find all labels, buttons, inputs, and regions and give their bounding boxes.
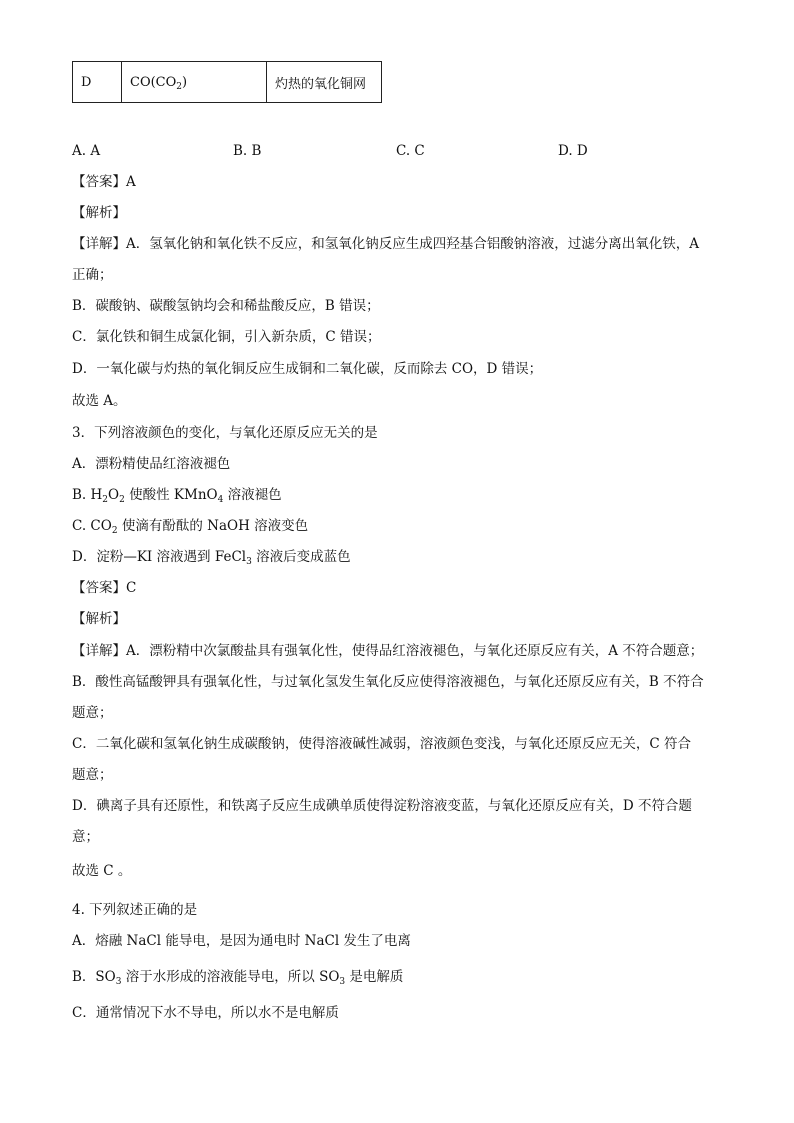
q3-option-b: B. $H_2O_2$ 使酸性 KMnO$_4$ 溶液褪色 <box>72 487 282 505</box>
q3-answer: 【答案】C <box>72 580 137 596</box>
choice-b: B. B <box>233 143 262 159</box>
q2-conclusion: 故选 A。 <box>72 393 127 409</box>
q4-option-c: C．通常情况下水不导电，所以水不是电解质 <box>72 1005 339 1021</box>
q2-detail-b: B．碳酸钠、碳酸氢钠均会和稀盐酸反应，B 错误； <box>72 298 380 314</box>
q2-analysis-label: 【解析】 <box>72 205 126 221</box>
q4-option-a: A．熔融 NaCl 能导电，是因为通电时 NaCl 发生了电离 <box>72 933 411 949</box>
q3-detail-b-cont: 题意； <box>72 705 113 721</box>
q3-detail-b: B．酸性高锰酸钾具有强氧化性，与过氧化氢发生氧化反应使得溶液褪色，与氧化还原反应有关，B 不符合 <box>72 674 704 690</box>
q4-option-b: B．$SO_3$ 溶于水形成的溶液能导电，所以 $SO_3$ 是电解质 <box>72 969 404 987</box>
q3-detail-a: 【详解】A．漂粉精中次氯酸盐具有强氧化性，使得品红溶液褪色，与氧化还原反应有关，A 不符合题意； <box>72 643 704 659</box>
q2-detail: 【详解】A．氢氧化钠和氧化铁不反应，和氢氧化钠反应生成四羟基合铝酸钠溶液，过滤分离出氧化铁，A <box>72 236 699 252</box>
q3-option-a: A．漂粉精使品红溶液褪色 <box>72 456 231 472</box>
q3-detail-d: D．碘离子具有还原性，和铁离子反应生成碘单质使得淀粉溶液变蓝，与氧化还原反应有关，D 不符合题 <box>72 798 692 814</box>
table-row <box>73 62 382 103</box>
q3-detail-c-cont: 题意； <box>72 767 113 783</box>
q2-detail-c: C．氯化铁和铜生成氯化铜，引入新杂质，C 错误； <box>72 329 381 345</box>
q3-option-c: C. $CO_2$ 使滴有酚酞的 NaOH 溶液变色 <box>72 518 309 536</box>
q4-stem: 4. 下列叙述正确的是 <box>72 902 198 918</box>
row-label: D <box>73 62 122 103</box>
option-table <box>72 61 382 103</box>
q2-answer: 【答案】A <box>72 174 136 190</box>
choice-c: C. C <box>396 143 425 159</box>
q3-conclusion: 故选 C 。 <box>72 863 132 879</box>
q2-detail-d: D．一氧化碳与灼热的氧化铜反应生成铜和二氧化碳，反而除去 CO，D 错误； <box>72 361 543 377</box>
q3-stem: 3．下列溶液颜色的变化，与氧化还原反应无关的是 <box>72 425 378 441</box>
choice-a: A. A <box>72 143 101 159</box>
q3-analysis-label: 【解析】 <box>72 611 126 627</box>
q2-detail-cont: 正确； <box>72 267 113 283</box>
q2-choices <box>72 143 732 161</box>
q3-option-d: D．淀粉—KI 溶液遇到 FeCl$_3$ 溶液后变成蓝色 <box>72 549 351 567</box>
q3-detail-d-cont: 意； <box>72 829 99 845</box>
reagent-cell: 灼热的氧化铜网 <box>267 62 382 103</box>
q3-detail-c: C．二氧化碳和氢氧化钠生成碳酸钠，使得溶液碱性减弱，溶液颜色变浅，与氧化还原反应无关，C 符合 <box>72 736 691 752</box>
substance-cell: $CO(CO_2)$ <box>122 62 267 103</box>
choice-d: D. D <box>558 143 588 159</box>
